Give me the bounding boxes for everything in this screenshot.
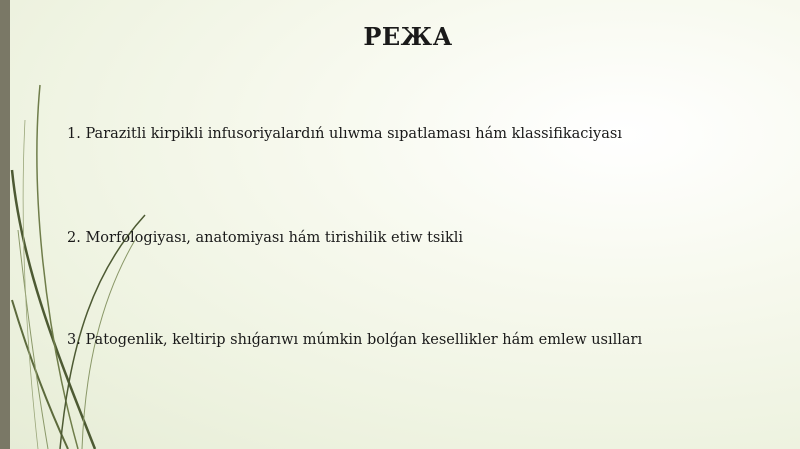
decorative-grass-lines [0, 0, 160, 449]
plan-item-2: 2. Morfologiyası, anatomiyası hám tirishilik etiw tsikli [67, 230, 464, 246]
plan-item-1: 1. Parazitli kirpikli infusoriyalardıń ulıwma sıpatlaması hám klassifikaciyası [67, 126, 622, 142]
grass-line [12, 170, 95, 449]
plan-item-3: 3. Patogenlik, keltirip shıǵarıwı múmkin bolǵan kesellikler hám emlew usılları [67, 332, 643, 348]
slide-title: РЕЖА [363, 22, 453, 51]
